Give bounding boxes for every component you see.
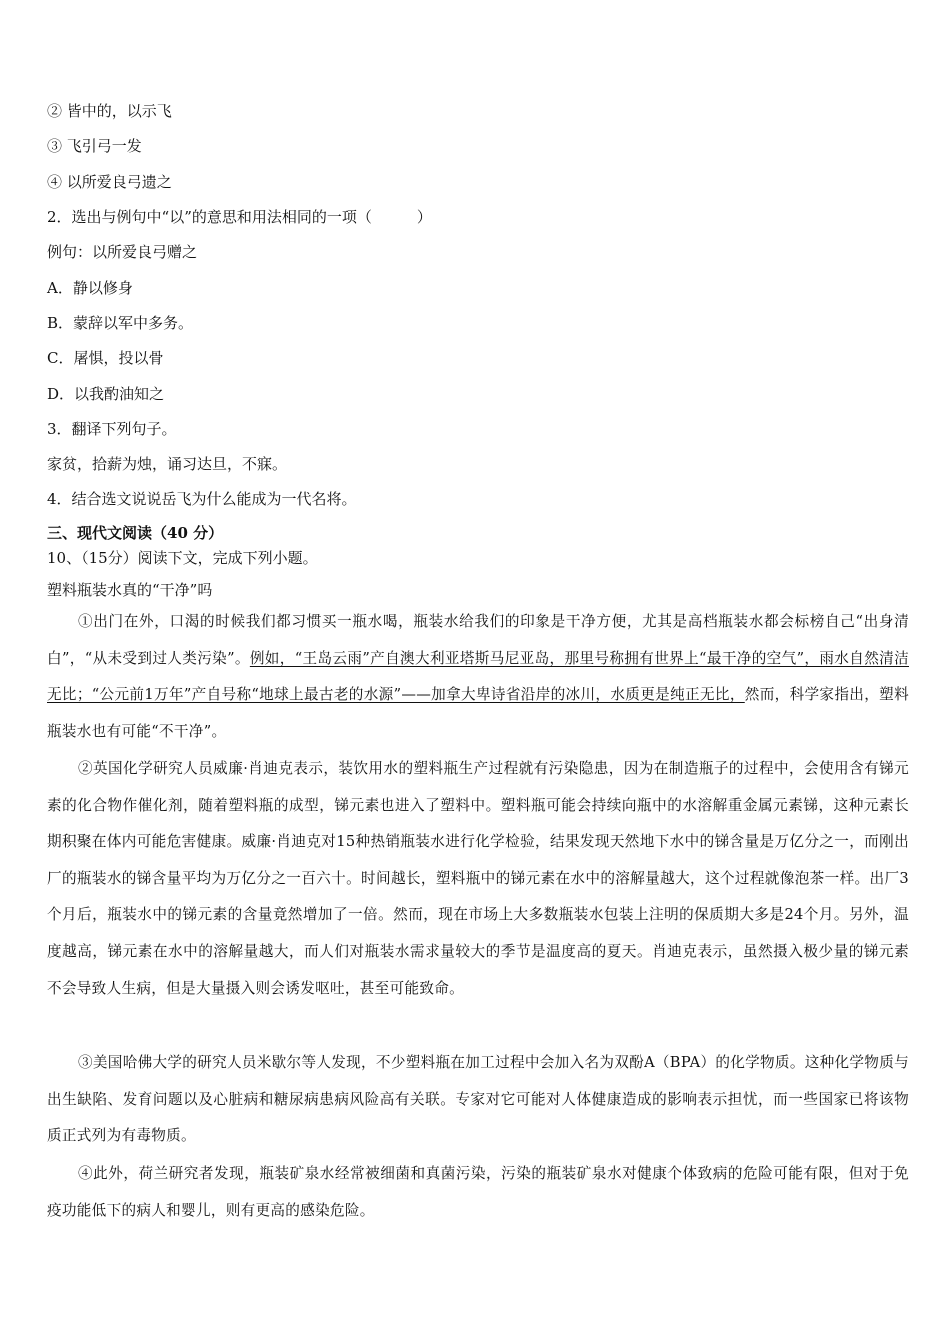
option-line-4: ④ 以所爱良弓遗之 xyxy=(47,173,172,191)
choice-a: A．静以修身 xyxy=(47,279,133,297)
paragraph-1-conclusion: 然而，科学家指出，塑料瓶装水也有可能“不干净”。 xyxy=(47,686,909,740)
article-paragraph-4: ④此外，荷兰研究者发现，瓶装矿泉水经常被细菌和真菌污染，污染的瓶装矿泉水对健康个体致病的危险可能有限，但对于免疫功能低下的病人和婴儿，则有更高的感染危险。 xyxy=(47,1165,909,1219)
choice-d: D．以我酌油知之 xyxy=(47,385,165,403)
question-2: 2．选出与例句中“以”的意思和用法相同的一项（ ） xyxy=(47,208,432,226)
paragraph-1-underlined-text: 例如，“王岛云雨”产自澳大利亚塔斯马尼亚岛，那里号称拥有世界上“最干净的空气”，雨水自然清洁无比；“公元前1万年”产自号称“地球上最古老的水源”——加拿大卑诗省沿岸的冰川，水质更是纯正无比， xyxy=(47,649,909,704)
section-title: 三、现代文阅读（40 分） xyxy=(47,524,224,542)
question-3-sentence: 家贫，拾薪为烛，诵习达旦，不寐。 xyxy=(47,455,288,473)
option-line-2: ② 皆中的，以示飞 xyxy=(47,102,172,120)
question-4: 4．结合选文说说岳飞为什么能成为一代名将。 xyxy=(47,490,357,508)
article-paragraph-2: ②英国化学研究人员威廉·肖迪克表示，装饮用水的塑料瓶生产过程就有污染隐患，因为在制造瓶子的过程中，会使用含有锑元素的化合物作催化剂，随着塑料瓶的成型，锑元素也进入了塑料中。塑料瓶可能会持续向瓶中的水溶解重金属元素锑，这种元素长期积聚在体内可能危害健康。威廉·肖迪克对15种热销瓶装水进行化学检验，结果发现天然地下水中的锑含量是万亿分之一，而刚出厂的瓶装水的锑含量平均为万亿分之一百六十。时间越长，塑料瓶中的锑元素在水中的溶解量越大，这个过程就像泡茶一样。出厂3个月后，瓶装水中的锑元素的含量竟然增加了一倍。然而，现在市场上大多数瓶装水包装上注明的保质期大多是24个月。另外，温度越高，锑元素在水中的溶解量越大，而人们对瓶装水需求量较大的季节是温度高的夏天。肖迪克表示，虽然摄入极少量的锑元素不会导致人生病，但是大量摄入则会诱发呕吐，甚至可能致命。 xyxy=(47,760,909,997)
choice-b: B．蒙辞以军中多务。 xyxy=(47,314,194,332)
choice-c: C．屠惧，投以骨 xyxy=(47,349,164,367)
question-2-example: 例句：以所爱良弓赠之 xyxy=(47,243,198,261)
question-3: 3．翻译下列句子。 xyxy=(47,420,177,438)
article-paragraph-3: ③美国哈佛大学的研究人员米歇尔等人发现，不少塑料瓶在加工过程中会加入名为双酚A（BPA）的化学物质。这种化学物质与出生缺陷、发育问题以及心脏病和糖尿病患病风险高有关联。专家对它可能对人体健康造成的影响表示担忧，而一些国家已将该物质正式列为有毒物质。 xyxy=(47,1054,909,1145)
article-title: 塑料瓶装水真的“干净”吗 xyxy=(47,581,213,599)
option-line-3: ③ 飞引弓一发 xyxy=(47,137,142,155)
question-10: 10、（15分）阅读下文，完成下列小题。 xyxy=(47,549,318,567)
paragraph-1-intro: ①出门在外，口渴的时候我们都习惯买一瓶水喝，瓶装水给我们的印象是干净方便，尤其是高档瓶装水都会标榜自己“出身清白”，“从未受到过人类污染”。 xyxy=(47,613,909,667)
article-paragraph-1 xyxy=(47,604,909,750)
